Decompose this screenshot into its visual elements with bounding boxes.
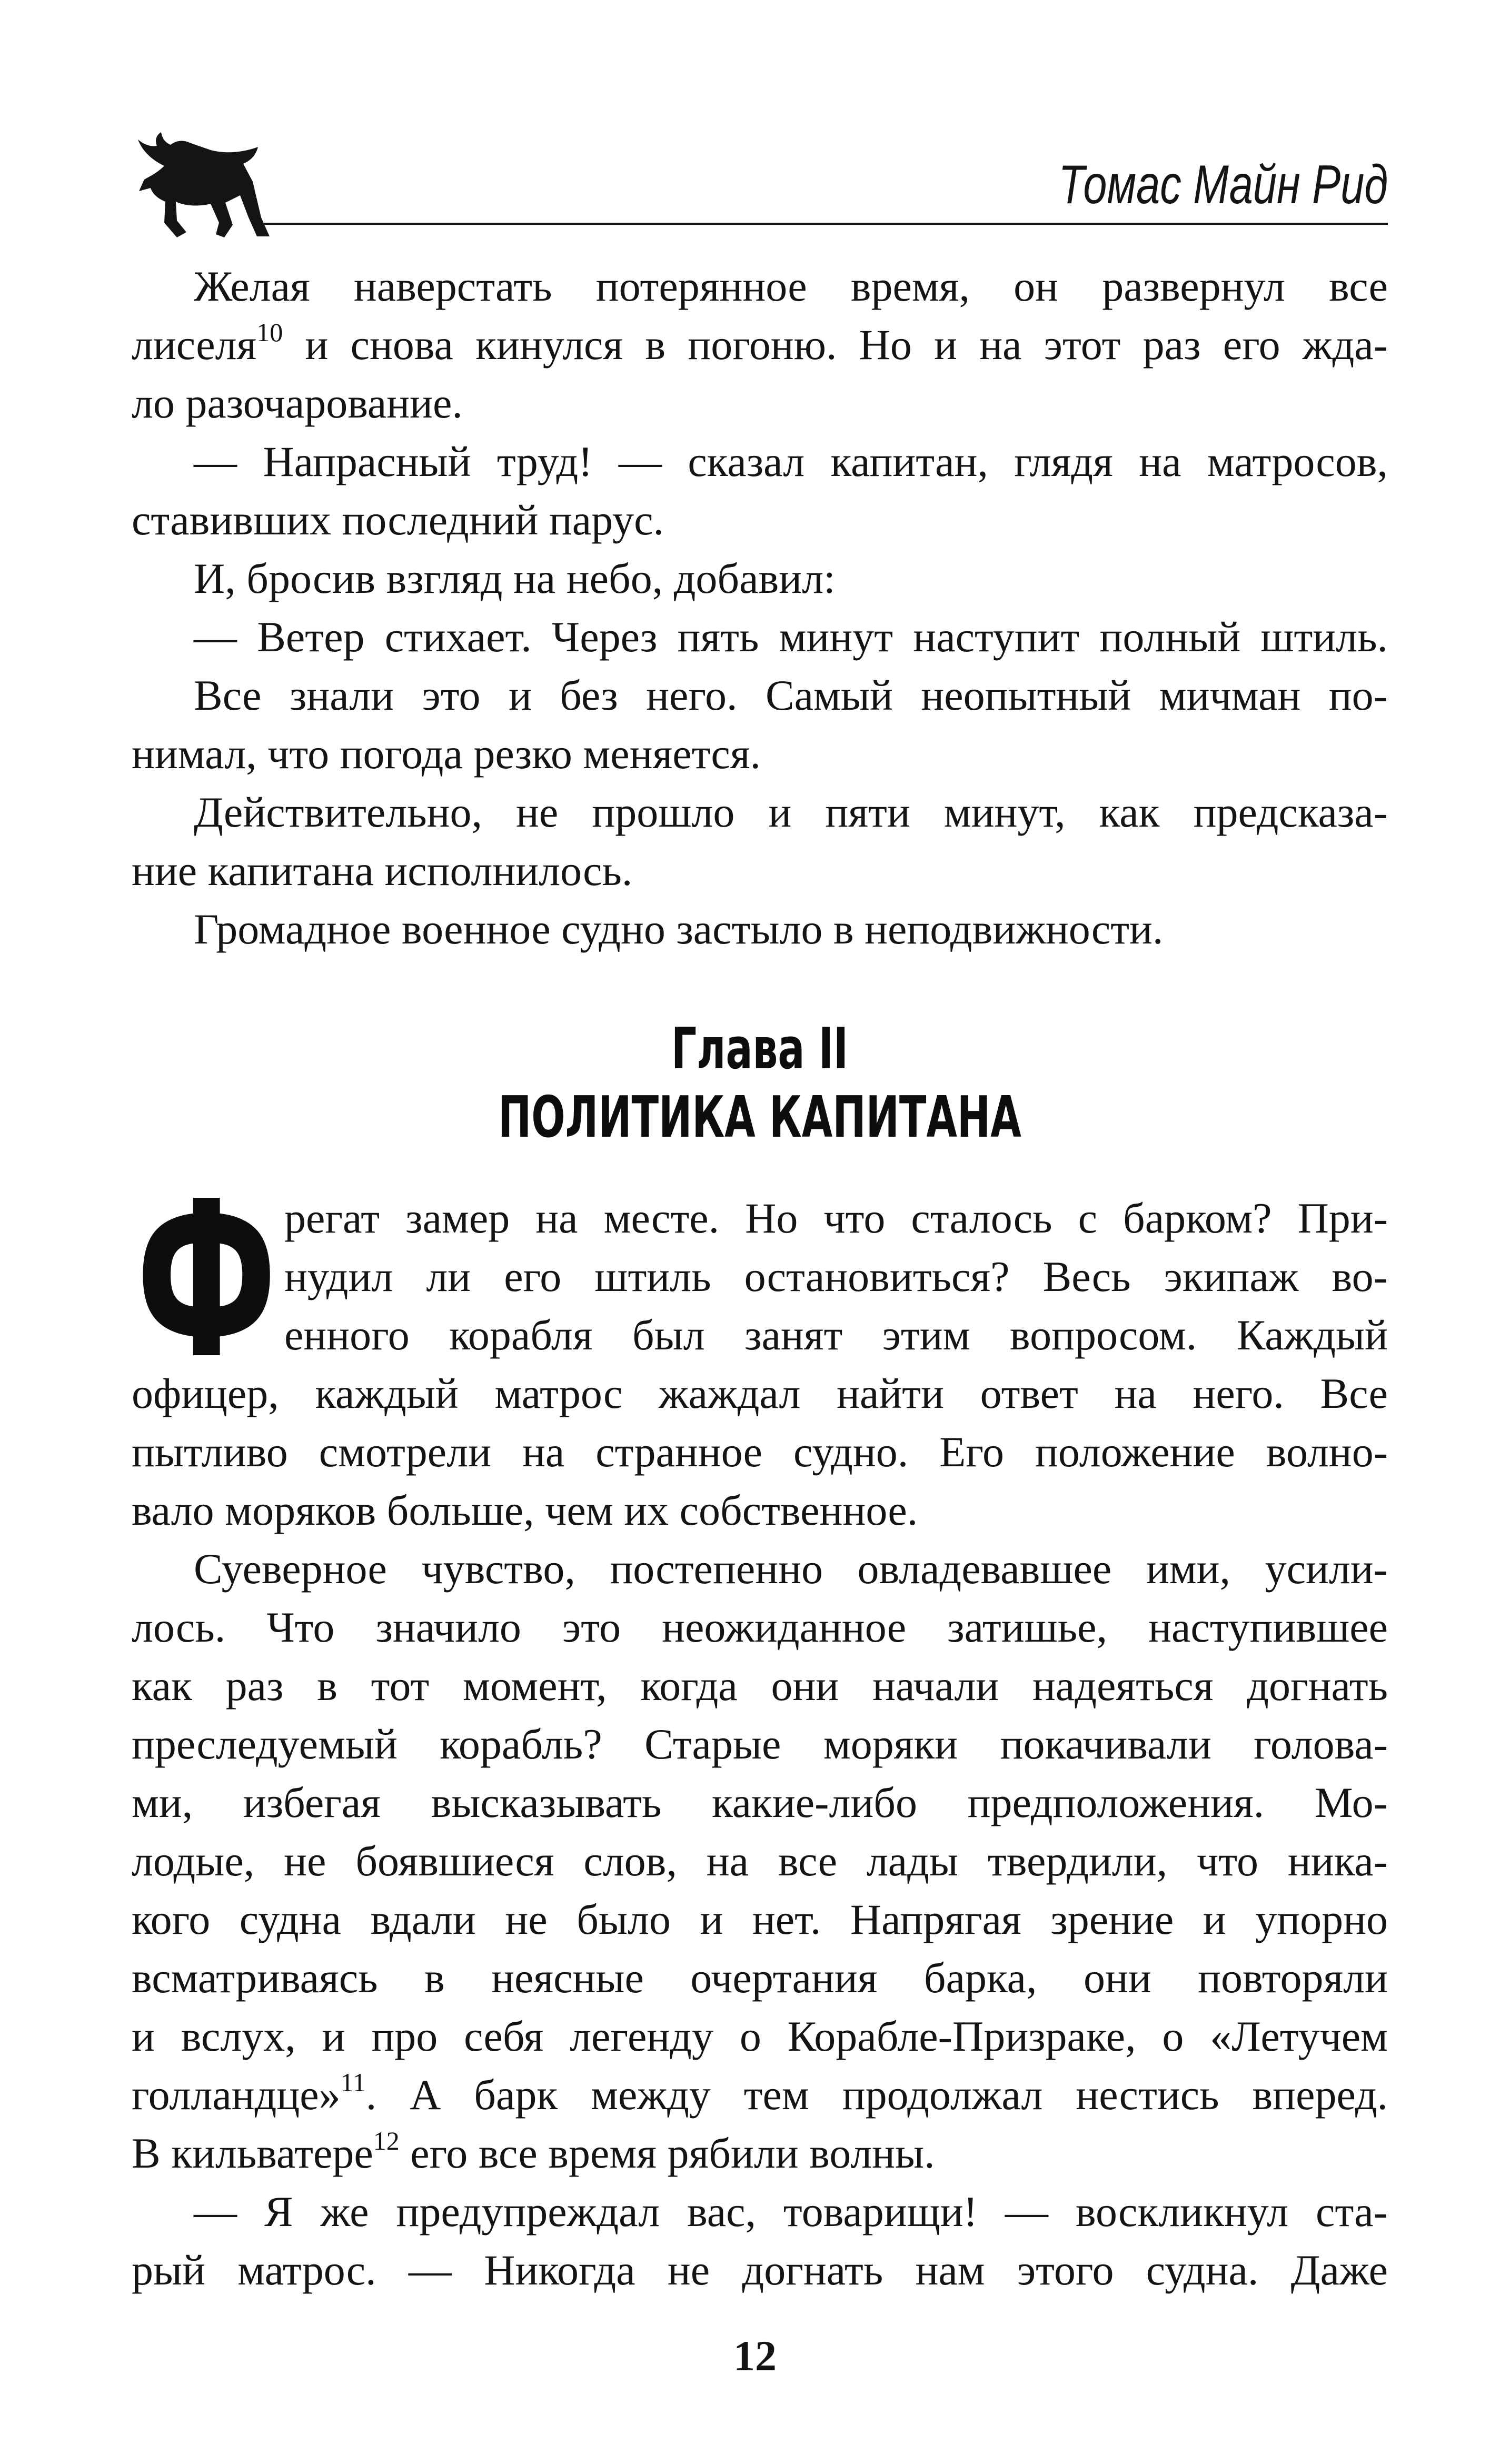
- text-fragment: и снова кинулся в погоню. Но и на этот раз его жда-: [283, 321, 1388, 369]
- text-line: Громадное военное судно застыло в неподвижности.: [194, 905, 1164, 953]
- text-line: [132, 315, 1388, 374]
- text-line: И, бросив взгляд на небо, добавил:: [194, 554, 836, 602]
- text-line: Желая наверстать потерянное время, он развернул все: [194, 262, 1388, 310]
- text-line: преследуемый корабль? Старые моряки покачивали голова-: [132, 1720, 1388, 1768]
- text-line: и вслух, и про себя легенду о Корабле-Призраке, о «Летучем: [132, 2012, 1388, 2060]
- text-line: офицер, каждый матрос жаждал найти ответ на него. Все: [132, 1369, 1388, 1417]
- text-line: Суеверное чувство, постепенно овладевавшее ими, усили-: [194, 1545, 1388, 1593]
- chapter-title-text: ПОЛИТИКА КАПИТАНА: [498, 1085, 1021, 1150]
- text-line: енного корабля был занят этим вопросом. Каждый: [284, 1311, 1388, 1359]
- text-line: [132, 2065, 1388, 2124]
- text-line: — Напрасный труд! — сказал капитан, глядя на матросов,: [194, 438, 1388, 485]
- text-line: рый матрос. — Никогда не догнать нам этого судна. Даже: [132, 2246, 1388, 2294]
- footnote-ref: 12: [373, 2125, 400, 2155]
- text-line: лось. Что значило это неожиданное затишье, наступившее: [132, 1603, 1388, 1651]
- text-line: всматриваясь в неясные очертания барка, они повторяли: [132, 1954, 1388, 2002]
- text-fragment: голландце»: [132, 2071, 341, 2119]
- text-line: нудил ли его штиль остановиться? Весь экипаж во-: [284, 1253, 1388, 1300]
- header-rule: [263, 223, 1388, 225]
- chapter-number: [132, 1015, 1388, 1084]
- page-number: 12: [733, 2332, 777, 2380]
- text-block-bottom: [132, 1155, 1388, 2299]
- text-line: ставивших последний парус.: [132, 496, 664, 544]
- text-line: лодые, не боявшиеся слов, на все лады твердили, что ника-: [132, 1837, 1388, 1885]
- text-line: как раз в тот момент, когда они начали надеяться догнать: [132, 1662, 1388, 1710]
- text-line: кого судна вдали не было и нет. Напрягая зрение и упорно: [132, 1895, 1388, 1943]
- footnote-ref: 11: [340, 2067, 366, 2097]
- text-line: Все знали это и без него. Самый неопытный мичман по-: [194, 671, 1388, 719]
- text-line: ло разочарование.: [132, 379, 463, 427]
- text-fragment: В кильватере: [132, 2129, 373, 2177]
- running-header-author: Томас Майн Рид: [1058, 154, 1388, 215]
- text-line: нимал, что погода резко меняется.: [132, 730, 761, 778]
- text-line: ми, избегая высказывать какие-либо предположения. Мо-: [132, 1779, 1388, 1826]
- text-line: — Ветер стихает. Через пять минут наступит полный штиль.: [194, 613, 1388, 661]
- text-line: регат замер на месте. Но что сталось с барком? При-: [284, 1194, 1388, 1242]
- running-header: [132, 118, 1388, 240]
- text-line: ние капитана исполнилось.: [132, 847, 633, 895]
- chapter-number-text: Глава II: [671, 1016, 848, 1082]
- text-line: [132, 2124, 1388, 2182]
- footnote-ref: 10: [256, 317, 283, 347]
- text-fragment: лиселя: [132, 321, 257, 369]
- drop-cap-letter: Ф: [136, 1155, 277, 1406]
- text-line: — Я же предупреждал вас, товарищи! — воскликнул ста-: [194, 2188, 1388, 2236]
- text-fragment: его все время рябили волны.: [399, 2129, 935, 2177]
- chapter-title: [132, 1084, 1388, 1152]
- text-block-top: [132, 257, 1388, 958]
- text-line: вало моряков больше, чем их собственное.: [132, 1486, 918, 1534]
- text-fragment: . А барк между тем продолжал нестись вперед.: [365, 2071, 1388, 2119]
- text-line: пытливо смотрели на странное судно. Его положение волно-: [132, 1428, 1388, 1476]
- horse-icon: [132, 129, 274, 240]
- text-line: Действительно, не прошло и пяти минут, как предсказа-: [194, 788, 1388, 836]
